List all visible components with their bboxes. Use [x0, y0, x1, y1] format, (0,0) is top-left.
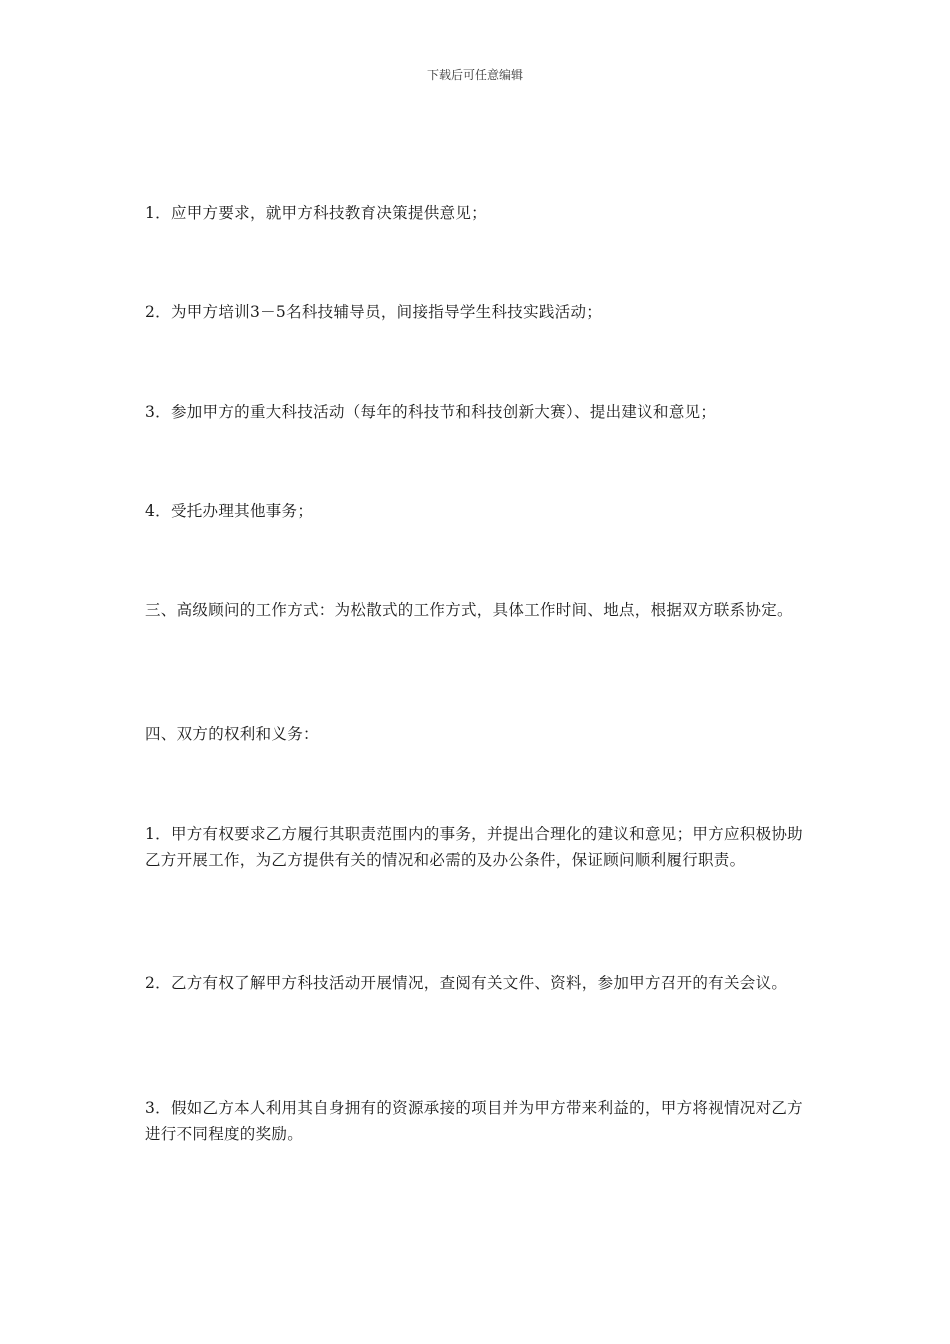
rights-paragraph-1: 1．甲方有权要求乙方履行其职责范围内的事务，并提出合理化的建议和意见；甲方应积极协助乙方开展工作，为乙方提供有关的情况和必需的及办公条件，保证顾问顺利履行职责。: [145, 825, 803, 869]
page-header: 下载后可任意编辑: [426, 68, 523, 82]
rights-paragraph-2: 2．乙方有权了解甲方科技活动开展情况，查阅有关文件、资料，参加甲方召开的有关会议。: [145, 974, 788, 992]
paragraph-2: 2．为甲方培训3－5名科技辅导员，间接指导学生科技实践活动；: [145, 303, 603, 321]
paragraph-3: 3．参加甲方的重大科技活动（每年的科技节和科技创新大赛）、提出建议和意见；: [145, 403, 717, 421]
paragraph-1: 1．应甲方要求，就甲方科技教育决策提供意见；: [145, 204, 487, 222]
rights-paragraph-3: 3．假如乙方本人利用其自身拥有的资源承接的项目并为甲方带来利益的，甲方将视情况对乙方进行不同程度的奖励。: [145, 1099, 803, 1143]
paragraph-4: 4．受托办理其他事务；: [145, 502, 314, 520]
section-four-heading: 四、双方的权利和义务：: [145, 725, 319, 743]
section-three-paragraph: 三、高级顾问的工作方式：为松散式的工作方式，具体工作时间、地点，根据双方联系协定。: [145, 601, 793, 619]
